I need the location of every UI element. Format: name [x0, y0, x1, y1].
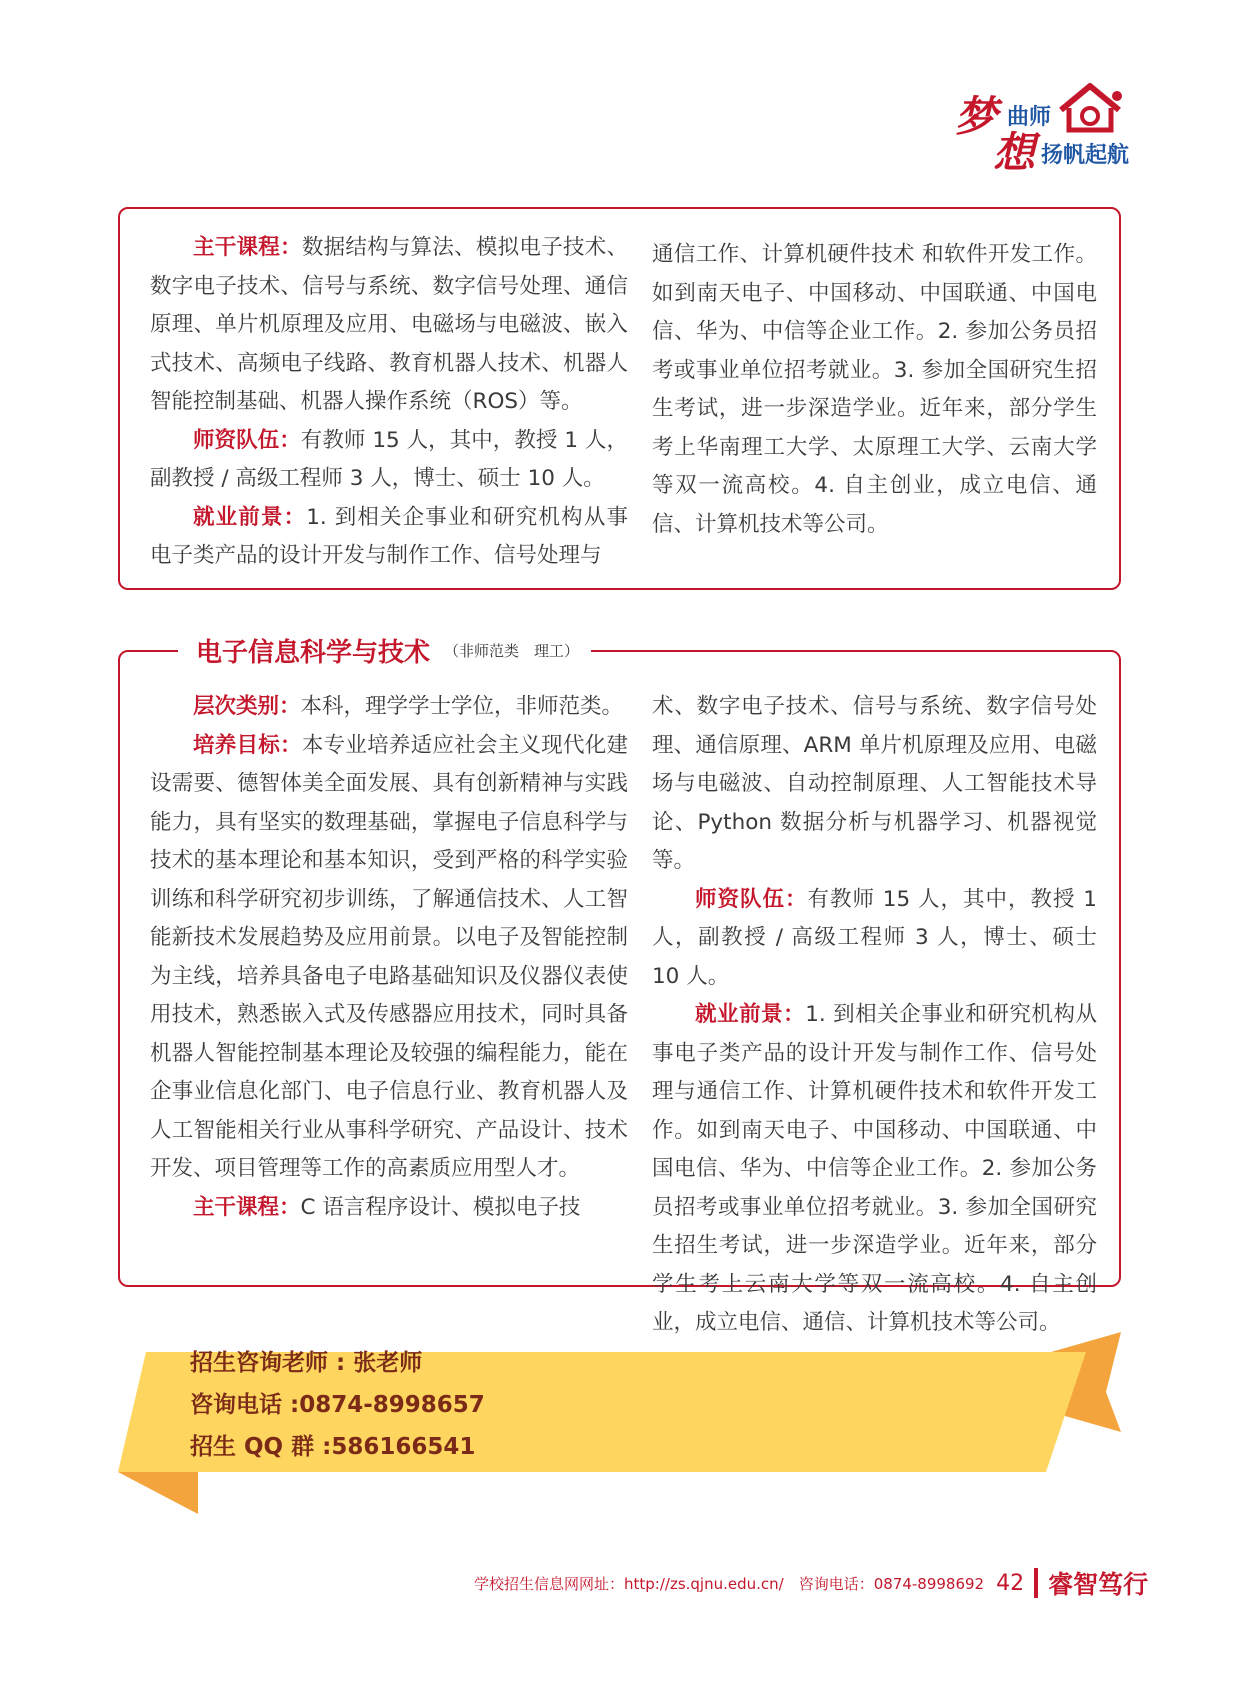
logo-text-qushi: 曲师: [1007, 105, 1052, 130]
career-text: 1. 到相关企事业和研究机构从事电子类产品的设计开发与制作工作、信号处理与通信工作、计算机硬件技术和软件开发工作。如到南天电子、中国移动、中国联通、中国电信、华为、中信等企业工作。2. 参加公务员招考或事业单位招考就业。3. 参加全国研究生招生考试，进一步深造学业。近年来，部分学生考上云南大学等双一流高校。4. 自主创业，成立电信、通信、计算机技术等公司。: [652, 1002, 1097, 1335]
career-label: 就业前景：: [193, 504, 307, 530]
level-label: 层次类别：: [193, 694, 301, 719]
goal-label: 培养目标：: [193, 732, 302, 758]
logo-char-meng: 梦: [955, 92, 998, 141]
major-subtitle: （非师范类 理工）: [444, 641, 580, 660]
faculty-text: 有教师 15 人，其中，教授 1 人，副教授 / 高级工程师 3 人，博士、硕士 10 人。: [652, 886, 1097, 989]
section1-career-continued: 通信工作、计算机硬件技术 和软件开发工作。如到南天电子、中国移动、中国联通、中国电信、华为、中信等企业工作。2. 参加公务员招考或事业单位招考就业。3. 参加全国研究生招生考试，进一步深造学业。近年来，部分学生考上华南理工大学、太原理工大学、云南大学等双一流高校。4. 自主创业，成立电信、通信、计算机技术等公司。: [652, 242, 1097, 537]
page-number: 42: [996, 1570, 1025, 1596]
contact-ribbon: [118, 1324, 1121, 1514]
courses-text: C 语言程序设计、模拟电子技: [300, 1194, 581, 1220]
section1-left-column: [150, 229, 628, 576]
logo-text-yangfan: 扬帆起航: [1041, 143, 1130, 168]
level-text: 本科，理学学士学位，非师范类。: [300, 694, 624, 719]
faculty-label: 师资队伍：: [695, 886, 808, 912]
section2-faculty-paragraph: [652, 881, 1097, 997]
section2-courses-paragraph: [150, 1189, 628, 1228]
courses-text: 数据结构与算法、模拟电子技术、数字电子技术、信号与系统、数字信号处理、通信原理、单片机原理及应用、电磁场与电磁波、嵌入式技术、高频电子线路、教育机器人技术、机器人智能控制基础、机器人操作系统（ROS）等。: [150, 235, 628, 414]
contact-teacher: 招生咨询老师 : 张老师: [190, 1350, 423, 1376]
page-footer: [474, 1565, 1148, 1601]
house-emblem-icon: [1055, 80, 1125, 140]
footer-divider: [1034, 1568, 1038, 1598]
section2-left-column: [150, 688, 628, 1227]
section-box-major-2: [118, 650, 1121, 1335]
contact-phone: 咨询电话 :0874-8998657: [190, 1392, 485, 1418]
section-title-electronic-info: [178, 630, 591, 670]
section2-level-paragraph: [150, 688, 628, 727]
section1-faculty-paragraph: [150, 422, 628, 499]
faculty-label: 师资队伍：: [193, 427, 301, 453]
section1-courses-paragraph: [150, 229, 628, 422]
contact-lines: [190, 1342, 485, 1468]
courses-label: 主干课程：: [193, 1194, 301, 1220]
footer-address: 学校招生信息网网址：http://zs.qjnu.edu.cn/ 咨询电话：0874-8998692: [474, 1574, 985, 1593]
contact-qq: 招生 QQ 群 :586166541: [190, 1434, 476, 1460]
footer-slogan: 睿智笃行: [1048, 1570, 1149, 1599]
section-box-major-1: [118, 207, 1121, 590]
goal-text: 本专业培养适应社会主义现代化建设需要、德智体美全面发展、具有创新精神与实践能力，具有坚实的数理基础，掌握电子信息科学与技术的基本理论和基本知识，受到严格的科学实验训练和科学研究初步训练，了解通信技术、人工智能新技术发展趋势及应用前景。以电子及智能控制为主线，培养具备电子电路基础知识及仪器仪表使用技术，熟悉嵌入式及传感器应用技术，同时具备机器人智能控制基本理论及较强的编程能力，能在企事业信息化部门、电子信息行业、教育机器人及人工智能相关行业从事科学研究、产品设计、技术开发、项目管理等工作的高素质应用型人才。: [150, 732, 628, 1181]
career-text: 1. 到相关企事业和研究机构从事电子类产品的设计开发与制作工作、信号处理与: [150, 504, 628, 568]
section1-right-column: [652, 236, 1097, 544]
logo-char-xiang: 想: [993, 128, 1036, 177]
section2-courses-continued: 术、数字电子技术、信号与系统、数字信号处理、通信原理、ARM 单片机原理及应用、电磁场与电磁波、自动控制原理、人工智能技术导论、Python 数据分析与机器学习、机器视觉等。: [652, 694, 1097, 873]
section1-career-paragraph: [150, 499, 628, 576]
major-title: 电子信息科学与技术: [196, 637, 431, 668]
faculty-text: 有教师 15 人，其中，教授 1 人，副教授 / 高级工程师 3 人，博士、硕士 10 人。: [150, 427, 628, 491]
school-logo: [955, 78, 1185, 178]
section2-right-column: [652, 688, 1097, 1343]
courses-label: 主干课程：: [193, 235, 302, 260]
section2-career-paragraph: [652, 996, 1097, 1343]
career-label: 就业前景：: [695, 1002, 806, 1027]
section2-goal-paragraph: [150, 727, 628, 1189]
